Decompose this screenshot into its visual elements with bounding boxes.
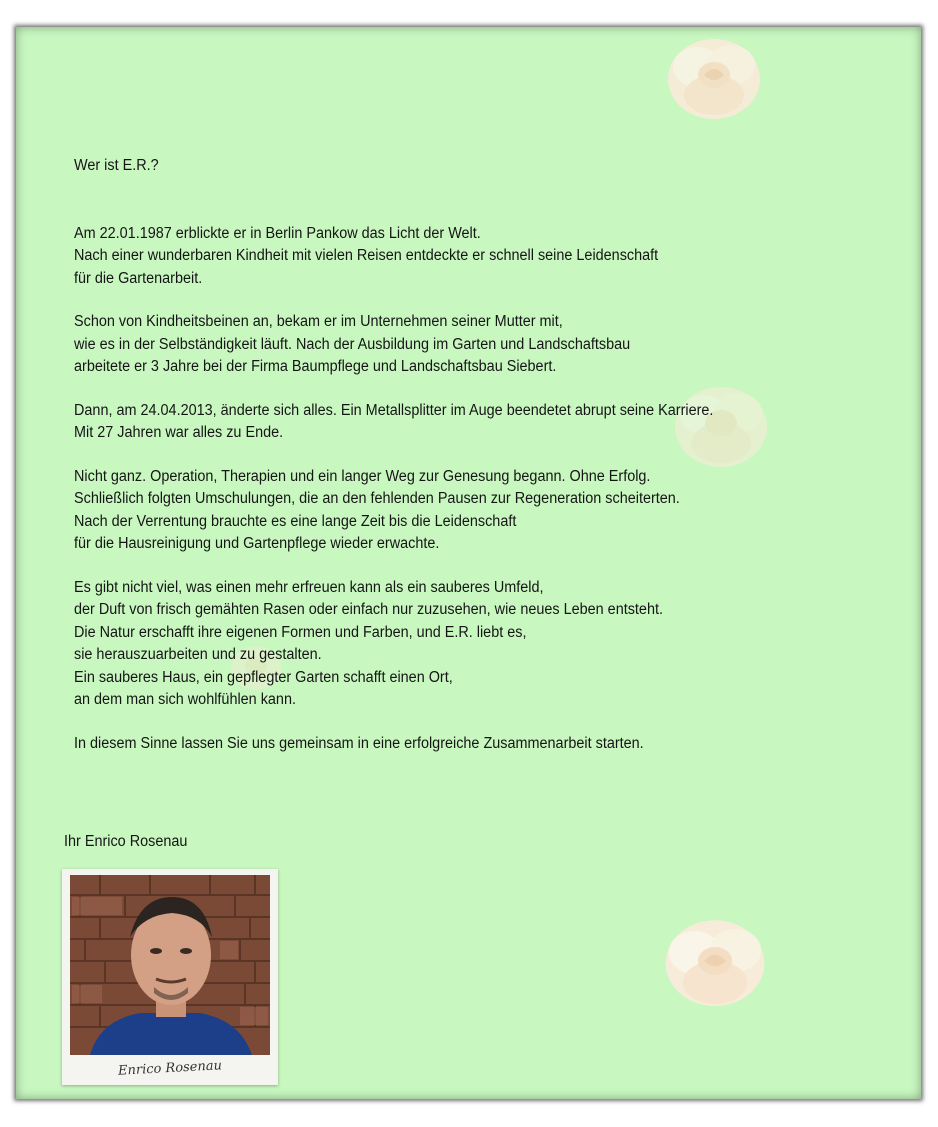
text-line: Es gibt nicht viel, was einen mehr erfreuen kann als ein sauberes Umfeld, — [74, 578, 544, 596]
text-line: sie herauszuarbeiten und zu gestalten. — [74, 646, 322, 663]
text-line: Mit 27 Jahren war alles zu Ende. — [74, 424, 284, 441]
paragraph-passion — [74, 577, 855, 712]
text-line: arbeitete er 3 Jahre bei der Firma Baumpflege und Landschaftsbau Siebert. — [74, 358, 557, 375]
text-line: an dem man sich wohlfühlen kann. — [74, 691, 296, 708]
text-line: Dann, am 24.04.2013, änderte sich alles. Ein Metallsplitter im Auge beendetet abrupt seine Karriere. — [74, 401, 714, 419]
text-line: Die Natur erschafft ihre eigenen Formen und Farben, und E.R. liebt es, — [74, 623, 527, 641]
text-line: Nach der Verrentung brauchte es eine lange Zeit bis die Leidenschaft — [74, 512, 517, 530]
paragraph-birth — [74, 223, 855, 291]
text-line: wie es in der Selbständigkeit läuft. Nach der Ausbildung im Garten und Landschaftsbau — [74, 335, 631, 353]
text-line: Am 22.01.1987 erblickte er in Berlin Pankow das Licht der Welt. — [74, 224, 481, 242]
polaroid-photo — [62, 869, 278, 1085]
text-line: Schließlich folgten Umschulungen, die an den fehlenden Pausen zur Regeneration scheiterten. — [74, 490, 680, 507]
signature-line: Ihr Enrico Rosenau — [64, 833, 188, 850]
text-line: In diesem Sinne lassen Sie uns gemeinsam in eine erfolgreiche Zusammenarbeit starten. — [74, 734, 644, 752]
text-line: für die Hausreinigung und Gartenpflege wieder erwachte. — [74, 535, 440, 552]
letter-heading: Wer ist E.R.? — [74, 157, 159, 174]
paragraph-recovery — [74, 466, 855, 556]
photo-caption: Enrico Rosenau — [117, 1058, 223, 1079]
text-line: Schon von Kindheitsbeinen an, bekam er im Unternehmen seiner Mutter mit, — [74, 313, 563, 330]
text-line: Nach einer wunderbaren Kindheit mit vielen Reisen entdeckte er schnell seine Leidenschaft — [74, 247, 659, 264]
paragraph-career — [74, 311, 855, 379]
text-line: der Duft von frisch gemähten Rasen oder einfach nur zuzusehen, wie neues Leben entsteht. — [74, 601, 663, 618]
text-line: für die Gartenarbeit. — [74, 269, 203, 287]
paragraph-closing — [74, 733, 855, 756]
portrait-photo — [70, 875, 270, 1055]
paragraph-accident — [74, 400, 855, 445]
letter-page — [16, 27, 921, 1099]
text-line: Ein sauberes Haus, ein gepflegter Garten schafft einen Ort, — [74, 668, 453, 686]
letter-body — [74, 155, 855, 776]
rose-decoration-bottom — [656, 907, 774, 1015]
rose-decoration-top — [659, 27, 769, 127]
text-line: Nicht ganz. Operation, Therapien und ein langer Weg zur Genesung begann. Ohne Erfolg. — [74, 467, 651, 485]
